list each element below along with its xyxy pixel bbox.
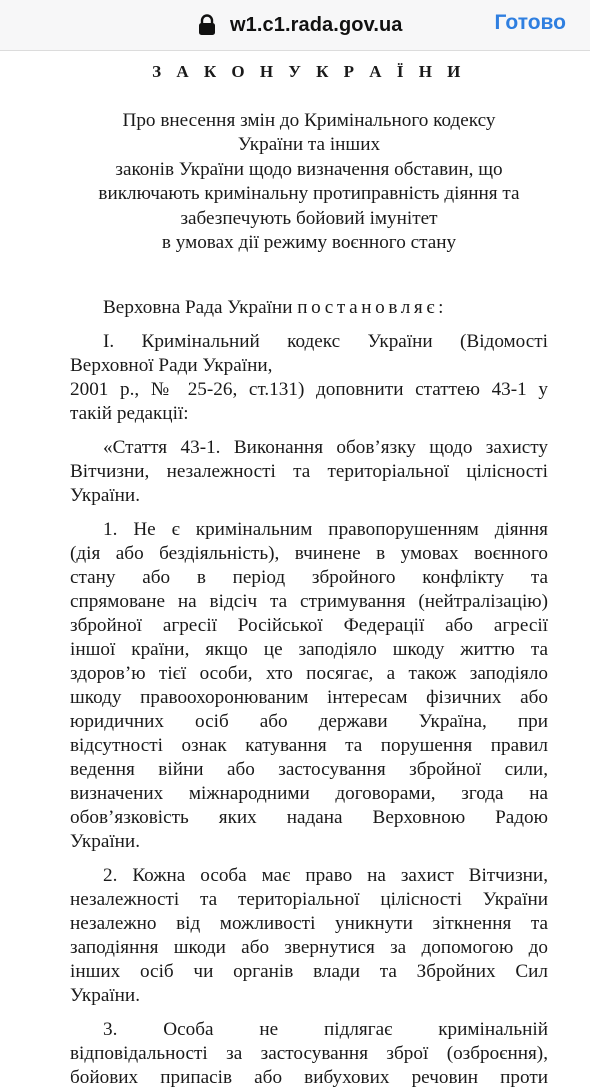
text-line: здоров’ю тієї особи, хто посягає, а також заподіяло — [70, 663, 548, 685]
paragraph-three — [70, 1018, 548, 1090]
text-line: відсутності ознак катування та порушення правил — [70, 735, 548, 757]
text-line: (дія або бездіяльність), вчинене в умовах воєнного — [70, 543, 548, 565]
text-line: 3. Особа не підлягає кримінальній — [103, 1019, 548, 1041]
text-line: визначених міжнародними договорами, згода на — [70, 783, 548, 805]
subtitle-line: виключають кримінальну протиправність діяння та — [98, 183, 520, 205]
document-page — [70, 58, 548, 1090]
text-line: обов’язковість яких надана Верховною Радою — [70, 807, 548, 829]
lock-icon — [198, 14, 216, 36]
address-bar[interactable] — [198, 10, 403, 40]
text-line: 2001 р., № 25-26, ст.131) доповнити статтею 43-1 у — [70, 379, 548, 401]
text-line: ведення війни або застосування збройної сили, — [70, 759, 548, 781]
text-line: заподіяння шкоди або звернутися за допомогою до — [70, 937, 548, 959]
subtitle-line: Про внесення змін до Кримінального кодексу — [122, 110, 496, 131]
text-line: «Стаття 43-1. Виконання обов’язку щодо захисту — [103, 437, 548, 459]
article-heading — [70, 436, 548, 508]
text-line: іншої країни, якщо це заподіяло шкоду життю та — [70, 639, 548, 661]
text-line: шкоду правоохоронюваним інтересам фізичних або — [70, 687, 548, 709]
done-button[interactable]: Готово — [494, 11, 566, 34]
text-line: інших осіб чи органів влади та Збройних Сил — [70, 961, 548, 983]
text-line: України. — [70, 831, 140, 853]
text-line: 2. Кожна особа має право на захист Вітчизни, — [103, 865, 548, 887]
text-line: стану або в період збройного конфлікту та — [70, 567, 548, 589]
law-subtitle — [70, 109, 548, 255]
text-line: незалежно від можливості уникнути зіткнення та — [70, 913, 548, 935]
text-line: бойових припасів або вибухових речовин проти — [70, 1067, 548, 1089]
text-line: I. Кримінальний кодекс України (Відомості — [103, 331, 548, 353]
text-line: такій редакції: — [70, 403, 189, 425]
text-line: України. — [70, 485, 140, 507]
text-line: Вітчизни, незалежності та територіальної цілісності — [70, 461, 548, 483]
law-title: З А К О Н У К Р А Ї Н И — [152, 62, 466, 81]
text-line: збройної агресії Російської Федерації або агресії — [70, 615, 548, 637]
subtitle-line: забезпечують бойовий імунітет — [180, 207, 438, 229]
text-line: спрямоване на відсіч та стримування (нейтралізацію) — [70, 591, 548, 613]
preamble-verb: постановляє: — [297, 297, 448, 319]
subtitle-line: України та інших — [237, 134, 381, 156]
text-line: Верховної Ради України, — [70, 355, 273, 377]
browser-toolbar — [0, 0, 590, 51]
url-text: w1.c1.rada.gov.ua — [230, 13, 403, 36]
text-line: незалежності та територіальної цілісності України — [70, 889, 548, 911]
paragraph-two — [70, 864, 548, 1008]
preamble — [70, 296, 548, 320]
paragraph-one — [70, 518, 548, 854]
text-line: 1. Не є кримінальним правопорушенням діяння — [103, 519, 548, 541]
subtitle-line: в умовах дії режиму воєнного стану — [161, 232, 457, 254]
text-line: України. — [70, 985, 140, 1007]
preamble-lead: Верховна Рада України — [103, 297, 298, 319]
subtitle-line: законів України щодо визначення обставин, що — [115, 158, 503, 180]
text-line: юридичних осіб або держави Україна, при — [70, 711, 548, 733]
text-line: відповідальності за застосування зброї (озброєння), — [70, 1043, 548, 1065]
section-one — [70, 330, 548, 426]
